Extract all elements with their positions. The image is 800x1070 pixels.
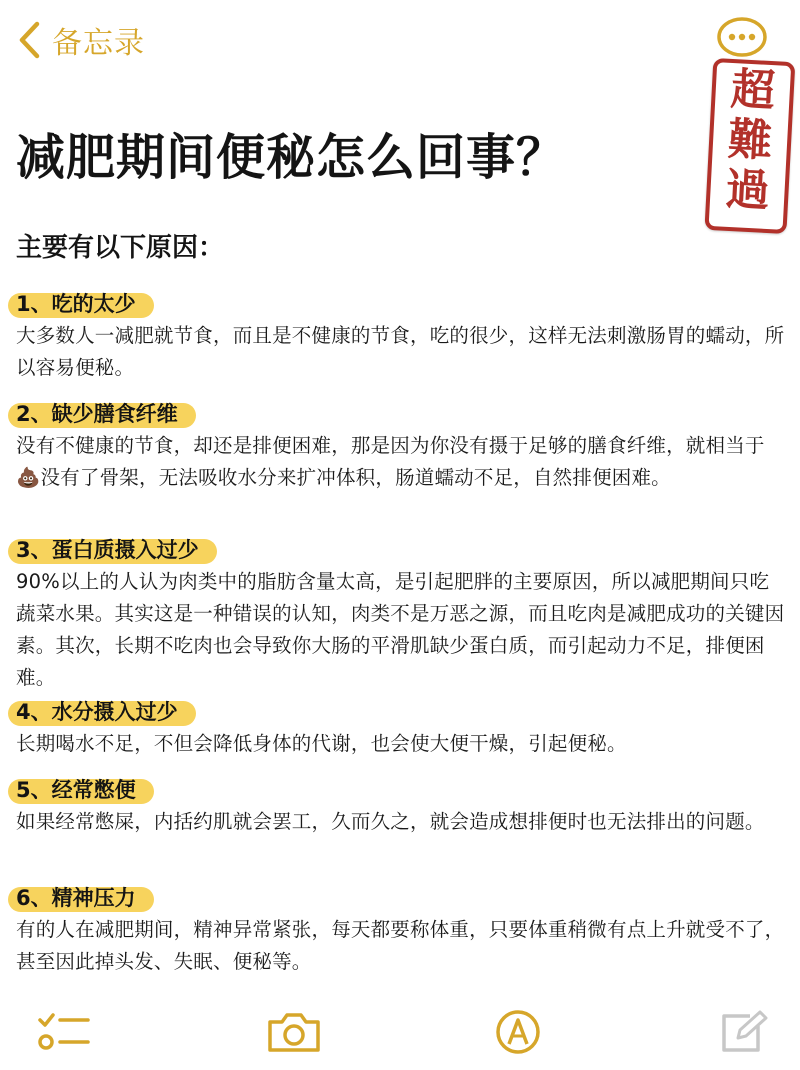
back-label: 备忘录 xyxy=(52,26,145,61)
section-body: 长期喝水不足，不但会降低身体的代谢，也会使大便干燥，引起便秘。 xyxy=(16,732,627,755)
section-body: 如果经常憋屎，内括约肌就会罢工，久而久之，就会造成想排便时也无法排出的问题。 xyxy=(16,810,765,833)
note-title: 减肥期间便秘怎么回事？ xyxy=(16,129,567,186)
section-body: 有的人在减肥期间，精神异常紧张，每天都要称体重，只要体重稍微有点上升就受不了，甚至因此掉头发、失眠、便秘等。 xyxy=(16,918,785,973)
compose-icon xyxy=(716,1008,770,1056)
stamp-sticker xyxy=(698,54,800,235)
camera-icon xyxy=(264,1008,324,1056)
section-heading: 6、精神压力 xyxy=(16,882,154,914)
checklist-button[interactable] xyxy=(36,1008,92,1056)
camera-button[interactable] xyxy=(264,1008,324,1056)
section-3 xyxy=(16,534,788,694)
section-2 xyxy=(16,398,788,494)
section-heading: 4、水分摄入过少 xyxy=(16,696,196,728)
section-body: 没有不健康的节食，却还是排便困难，那是因为你没有摄于足够的膳食纤维，就相当于💩没有了骨架，无法吸收水分来扩冲体积，肠道蠕动不足，自然排便困难。 xyxy=(16,434,765,489)
stamp-text: 超 難 過 xyxy=(724,63,777,218)
section-heading: 1、吃的太少 xyxy=(16,288,154,320)
intro-text: 主要有以下原因： xyxy=(16,233,225,263)
checklist-icon xyxy=(36,1008,92,1056)
markup-pen-icon xyxy=(492,1008,544,1056)
section-6 xyxy=(16,882,788,978)
top-navigation-bar xyxy=(0,0,800,84)
section-heading: 3、蛋白质摄入过少 xyxy=(16,534,217,566)
back-button[interactable] xyxy=(16,18,145,62)
section-5 xyxy=(16,774,788,838)
compose-button[interactable] xyxy=(716,1008,770,1056)
bottom-toolbar xyxy=(0,996,800,1070)
section-body: 90%以上的人认为肉类中的脂肪含量太高，是引起肥胖的主要原因，所以减肥期间只吃蔬菜水果。其实这是一种错误的认知，肉类不是万恶之源，而且吃肉是减肥成功的关键因素。其次，长期不吃肉也会导致你大肠的平滑肌缺少蛋白质，而引起动力不足，排便困难。 xyxy=(16,570,785,689)
section-heading: 5、经常憋便 xyxy=(16,774,154,806)
section-1 xyxy=(16,288,788,384)
more-button[interactable] xyxy=(716,16,768,58)
section-heading: 2、缺少膳食纤维 xyxy=(16,398,196,430)
markup-button[interactable] xyxy=(492,1008,544,1056)
chevron-left-icon xyxy=(16,20,42,60)
section-body: 大多数人一减肥就节食，而且是不健康的节食，吃的很少，这样无法刺激肠胃的蠕动，所以容易便秘。 xyxy=(16,324,785,379)
section-4 xyxy=(16,696,788,760)
